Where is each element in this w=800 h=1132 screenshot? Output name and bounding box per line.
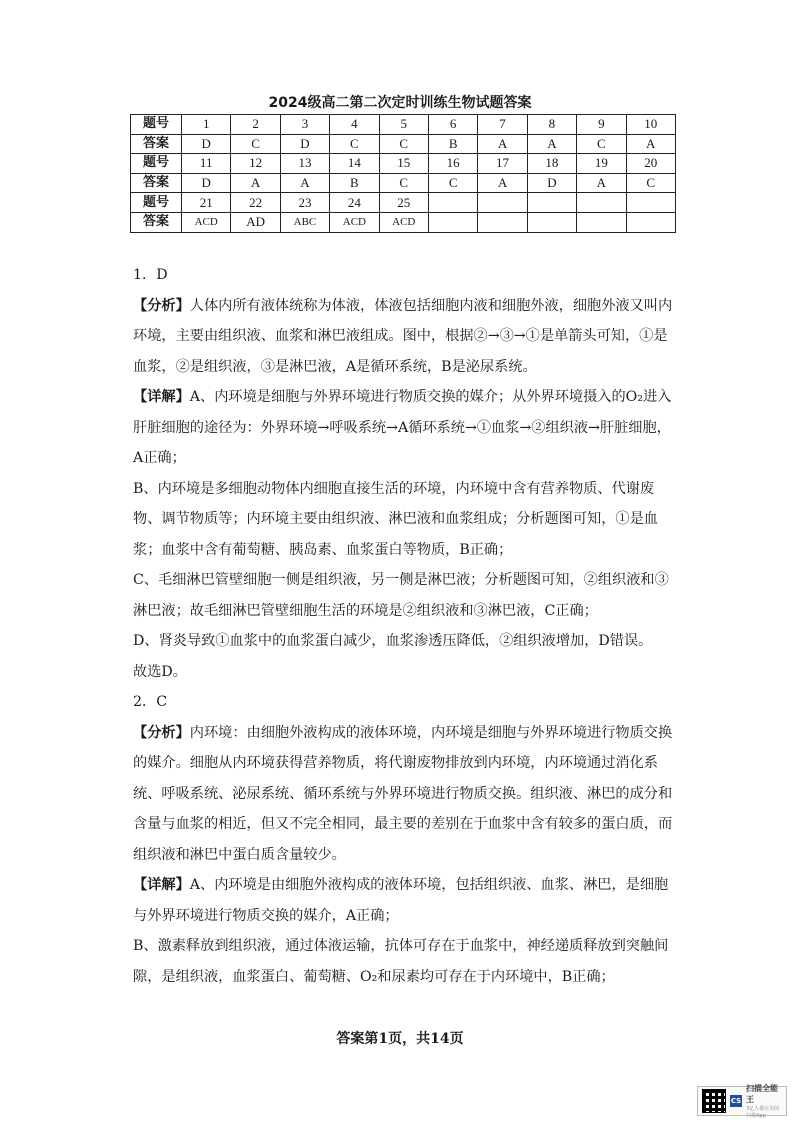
question-number-cell: 19 xyxy=(577,154,626,174)
analysis-paragraph xyxy=(133,291,678,383)
answer-cell: ACD xyxy=(330,212,379,232)
answer-cell: D xyxy=(527,173,576,193)
question-number-cell: 10 xyxy=(626,115,675,135)
question-number-cell: 9 xyxy=(577,115,626,135)
row-label: 题号 xyxy=(131,193,182,213)
answer-cell: B xyxy=(428,134,477,154)
question-heading: 1．D xyxy=(133,267,168,283)
analysis-paragraph xyxy=(133,718,678,871)
conclusion: 故选D。 xyxy=(133,663,187,680)
question-number-cell: 24 xyxy=(330,193,379,213)
answer-cell: B xyxy=(330,173,379,193)
question-number-cell: 3 xyxy=(280,115,329,135)
answer-cell: ABC xyxy=(280,212,329,232)
analysis-tag: 【分析】 xyxy=(133,297,190,314)
question-number-cell: 8 xyxy=(527,115,576,135)
answer-cell: D xyxy=(182,134,231,154)
question-number-cell: 11 xyxy=(182,154,231,174)
question-number-cell: 22 xyxy=(231,193,280,213)
detail-item: B、内环境是多细胞动物体内细胞直接生活的环境，内环境中含有营养物质、代谢废物、调节物质等；内环境主要由组织液、淋巴液和血浆组成；分析题图可知，①是血浆；血浆中含有葡萄糖、胰岛素、血浆蛋白等物质，B正确； xyxy=(133,480,658,558)
row-label: 题号 xyxy=(131,154,182,174)
answer-cell: ACD xyxy=(182,212,231,232)
row-label: 答案 xyxy=(131,173,182,193)
page-footer: 答案第1页，共14页 xyxy=(336,1031,464,1047)
analysis-text: 内环境：由细胞外液构成的液体环境，内环境是细胞与外界环境进行物质交换的媒介。细胞从内环境获得营养物质，将代谢废物排放到内环境，内环境通过消化系统、呼吸系统、泌尿系统、循环系统与外界环境进行物质交换。组织液、淋巴的成分和含量与血浆的相近，但又不完全相同，最主要的差别在于血浆中含有较多的蛋白质，而组织液和淋巴中蛋白质含量较少。 xyxy=(133,724,673,863)
detail-tag: 【详解】 xyxy=(133,877,190,893)
detail-text: A、内环境是由细胞外液构成的液体环境，包括组织液、血浆、淋巴，是细胞与外界环境进行物质交换的媒介，A正确； xyxy=(133,877,669,924)
answer-cell xyxy=(527,212,576,232)
scanner-watermark xyxy=(697,1084,787,1119)
answer-cell xyxy=(577,212,626,232)
answer-cell: C xyxy=(231,134,280,154)
answer-row xyxy=(131,134,676,154)
question-number-cell: 16 xyxy=(428,154,477,174)
answer-cell: A xyxy=(231,173,280,193)
question-number-cell xyxy=(626,193,675,213)
question-number-row xyxy=(131,115,676,135)
analysis-text: 人体内所有液体统称为体液，体液包括细胞内液和细胞外液，细胞外液又叫内环境，主要由组织液、血浆和淋巴液组成。图中，根据②→③→①是单箭头可知，①是血浆，②是组织液，③是淋巴液，A是循环系统，B是泌尿系统。 xyxy=(133,297,673,375)
answer-cell: C xyxy=(330,134,379,154)
question-number-cell: 4 xyxy=(330,115,379,135)
answer-row xyxy=(131,212,676,232)
answer-cell: A xyxy=(478,173,527,193)
answer-cell: C xyxy=(626,173,675,193)
detail-paragraph xyxy=(133,870,678,931)
question-number-cell: 6 xyxy=(428,115,477,135)
question-heading: 2．C xyxy=(133,694,168,710)
question-number-cell: 1 xyxy=(182,115,231,135)
question-number-row xyxy=(131,193,676,213)
question-number-cell: 20 xyxy=(626,154,675,174)
answer-table xyxy=(130,114,676,233)
question-number-cell: 18 xyxy=(527,154,576,174)
question-number-cell: 25 xyxy=(379,193,428,213)
page-title: 2024级高二第二次定时训练生物试题答案 xyxy=(268,95,532,111)
explanations xyxy=(133,260,678,992)
detail-item: C、毛细淋巴管壁细胞一侧是组织液，另一侧是淋巴液；分析题图可知，②组织液和③淋巴液；故毛细淋巴管壁细胞生活的环境是②组织液和③淋巴液，C正确； xyxy=(133,572,669,619)
detail-paragraph xyxy=(133,382,678,474)
row-label: 答案 xyxy=(131,212,182,232)
question-number-cell xyxy=(577,193,626,213)
cs-logo-icon: CS xyxy=(730,1097,742,1105)
answer-cell xyxy=(626,212,675,232)
question-number-cell: 12 xyxy=(231,154,280,174)
detail-item: B、激素释放到组织液，通过体液运输，抗体可存在于血浆中，神经递质释放到突触间隙，是组织液，血浆蛋白、葡萄糖、O₂和尿素均可存在于内环境中，B正确； xyxy=(133,938,669,985)
question-number-cell: 7 xyxy=(478,115,527,135)
detail-item: D、肾炎导致①血浆中的血浆蛋白减少，血浆渗透压降低，②组织液增加，D错误。 xyxy=(133,633,653,649)
question-number-cell: 15 xyxy=(379,154,428,174)
detail-tag: 【详解】 xyxy=(133,389,190,405)
question-number-cell xyxy=(428,193,477,213)
answer-cell: A xyxy=(626,134,675,154)
answer-row xyxy=(131,173,676,193)
scanner-app-name: 扫描全能王 xyxy=(746,1084,778,1104)
row-label: 答案 xyxy=(131,134,182,154)
answer-cell: C xyxy=(428,173,477,193)
analysis-tag: 【分析】 xyxy=(133,724,190,741)
answer-cell xyxy=(428,212,477,232)
scanner-app-tagline: 3亿人都在用的扫描App xyxy=(746,1106,780,1119)
answer-cell: A xyxy=(527,134,576,154)
answer-cell: D xyxy=(182,173,231,193)
question-number-row xyxy=(131,154,676,174)
question-number-cell xyxy=(478,193,527,213)
row-label: 题号 xyxy=(131,115,182,135)
question-number-cell: 13 xyxy=(280,154,329,174)
answer-cell: C xyxy=(379,134,428,154)
question-number-cell: 5 xyxy=(379,115,428,135)
answer-cell: C xyxy=(577,134,626,154)
question-number-cell: 23 xyxy=(280,193,329,213)
answer-cell xyxy=(478,212,527,232)
answer-cell: AD xyxy=(231,212,280,232)
answer-cell: D xyxy=(280,134,329,154)
question-number-cell xyxy=(527,193,576,213)
question-number-cell: 2 xyxy=(231,115,280,135)
qr-code-icon xyxy=(702,1089,726,1113)
answer-cell: C xyxy=(379,173,428,193)
detail-text: A、内环境是细胞与外界环境进行物质交换的媒介；从外界环境摄入的O₂进入肝脏细胞的途径为：外界环境→呼吸系统→A循环系统→①血浆→②组织液→肝脏细胞，A正确； xyxy=(133,389,672,466)
answer-cell: A xyxy=(478,134,527,154)
question-number-cell: 14 xyxy=(330,154,379,174)
answer-cell: A xyxy=(280,173,329,193)
answer-cell: ACD xyxy=(379,212,428,232)
answer-cell: A xyxy=(577,173,626,193)
question-number-cell: 21 xyxy=(182,193,231,213)
question-number-cell: 17 xyxy=(478,154,527,174)
